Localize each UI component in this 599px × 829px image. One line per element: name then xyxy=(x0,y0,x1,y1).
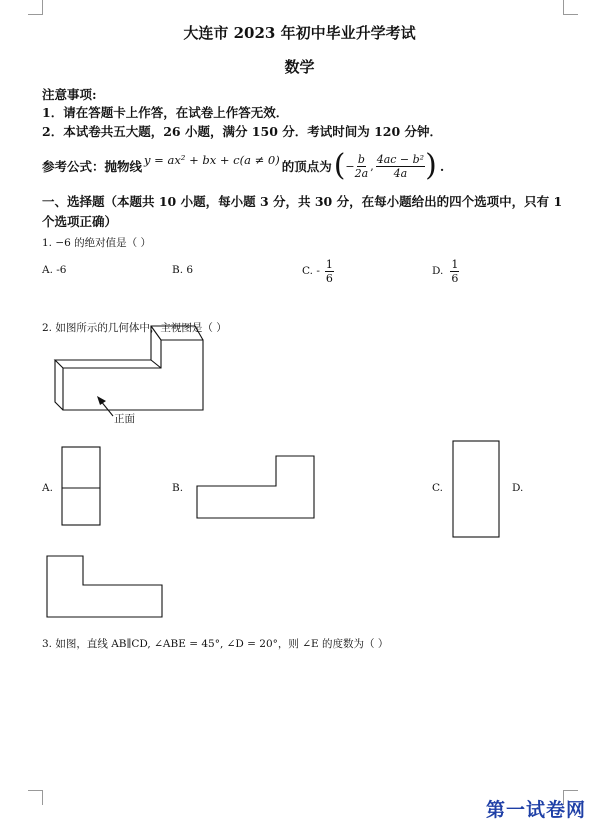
parabola-equation: y = ax² + bx + c(a ≠ 0) xyxy=(144,153,280,167)
option-d-numerator: 1 xyxy=(451,257,459,271)
option-c-denominator: 6 xyxy=(325,271,333,285)
formula-period: . xyxy=(439,158,445,174)
exam-title: 大连市 2023 年初中毕业升学考试 xyxy=(183,24,416,42)
vertex-y-numerator: 4ac − b² xyxy=(376,152,425,166)
question-2-stem: 2. 如图所示的几何体中，主视图是（ ） xyxy=(42,322,227,334)
option-d-denominator: 6 xyxy=(451,271,459,285)
question-2-option-b: B. xyxy=(172,482,184,494)
note-item-2: 2．本试卷共五大题，26 小题，满分 150 分．考试时间为 120 分钟． xyxy=(42,124,443,139)
site-watermark: 第一试卷网 xyxy=(486,799,587,821)
option-c-label: C. - xyxy=(302,265,320,277)
question-1-option-b: B. 6 xyxy=(172,264,194,276)
note-item-1: 1．请在答题卡上作答，在试卷上作答无效． xyxy=(42,105,289,120)
vertex-x-denominator: 2a xyxy=(354,166,369,180)
vertex-x-numerator: b xyxy=(357,152,365,166)
section-heading-line-2: 个选项正确） xyxy=(42,214,118,229)
question-2-option-d: D. xyxy=(512,482,524,494)
vertex-y-denominator: 4a xyxy=(393,166,408,180)
front-view-label: 正面 xyxy=(114,413,135,425)
option-c-numerator: 1 xyxy=(325,257,333,271)
question-1-option-a: A. -6 xyxy=(42,264,67,276)
question-2-option-c: C. xyxy=(432,482,443,494)
section-heading-line-1: 一、选择题（本题共 10 小题，每小题 3 分，共 30 分，在每小题给出的四个选项中，只有 1 xyxy=(42,194,563,209)
notes-heading: 注意事项: xyxy=(42,87,97,102)
question-2-option-a: A. xyxy=(42,482,53,494)
formula-middle: 的顶点为 xyxy=(281,159,332,174)
question-3-stem: 3. 如图，直线 AB∥CD, ∠ABE = 45°, ∠D = 20°，则 ∠E 的度数为（ ） xyxy=(42,638,389,650)
question-1-stem: 1. −6 的绝对值是（ ） xyxy=(42,237,152,249)
formula-prefix: 参考公式：抛物线 xyxy=(42,159,143,174)
option-d-label: D. xyxy=(432,265,444,277)
subject-title: 数学 xyxy=(284,58,315,76)
vertex-expression: ( − $\frac{b}{2a}$ , $\frac{\text{4ac − b²}}{4a}$ ) . xyxy=(333,148,445,183)
